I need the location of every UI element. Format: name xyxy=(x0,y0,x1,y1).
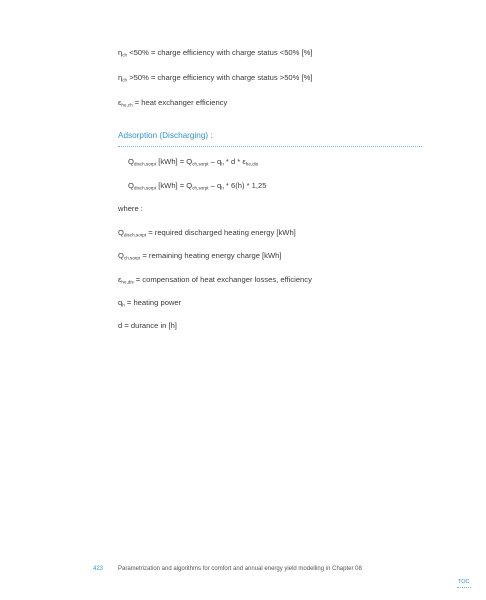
subscript: ch,sorpt xyxy=(192,185,209,191)
definition-text: = required discharged heating energy [kWh] xyxy=(146,228,296,237)
symbol: Q xyxy=(118,251,124,260)
definition-text: = durance in [h] xyxy=(122,321,177,330)
subscript: disch,sorpt xyxy=(133,185,157,191)
eta-charge-above-50 xyxy=(118,73,312,83)
formula-part: * 6(h) * 1,25 xyxy=(223,181,267,190)
subscript: disch,sorpt xyxy=(133,161,157,167)
formula-part: – q xyxy=(208,181,222,190)
definition-text: = compensation of heat exchanger losses, efficiency xyxy=(133,275,312,284)
definition-text: = heating power xyxy=(124,298,182,307)
subscript: ch xyxy=(122,52,128,58)
subscript: h xyxy=(122,302,125,308)
formula-part: Q xyxy=(128,157,134,166)
where-label: where : xyxy=(118,204,143,213)
symbol: ε xyxy=(118,275,122,284)
page-number: 423 xyxy=(93,566,104,572)
subscript: h xyxy=(221,161,224,167)
formula-part: Q xyxy=(128,181,134,190)
footer-caption: Parametrization and algorithms for comfort and annual energy yield modelling in Chapter 08 xyxy=(118,566,362,572)
formula-1 xyxy=(128,157,258,167)
definition-text: <50% = charge efficiency with charge status <50% [%] xyxy=(127,48,313,57)
definition-text: = remaining heating energy charge [kWh] xyxy=(140,251,282,260)
definition-text: >50% = charge efficiency with charge status >50% [%] xyxy=(127,73,313,82)
formula-part: [kWh] = Q xyxy=(156,181,193,190)
formula-part: * d * ε xyxy=(223,157,246,166)
formula-part: – q xyxy=(208,157,222,166)
heading-divider xyxy=(118,146,422,147)
symbol: ε xyxy=(118,98,122,107)
toc-underline xyxy=(457,587,471,588)
toc-link[interactable]: TOC xyxy=(458,579,470,585)
section-heading: Adsorption (Discharging) : xyxy=(118,131,213,140)
definition-durance xyxy=(118,321,177,330)
subscript: ch,sorpt xyxy=(192,161,209,167)
subscript: he,dis xyxy=(245,161,259,167)
definition-heating-power xyxy=(118,298,181,308)
symbol: η xyxy=(118,48,123,57)
subscript: ch xyxy=(122,77,128,83)
definition-remaining-charge xyxy=(118,251,281,261)
formula-2 xyxy=(128,181,266,191)
definition-text: = heat exchanger efficiency xyxy=(132,98,228,107)
subscript: he,ch xyxy=(121,102,133,108)
subscript: he,dis xyxy=(121,279,134,285)
definition-required-energy xyxy=(118,228,296,238)
eta-charge-below-50 xyxy=(118,48,312,58)
symbol: q xyxy=(118,298,123,307)
subscript: h xyxy=(221,185,224,191)
symbol: Q xyxy=(118,228,124,237)
subscript: ch,sorpt xyxy=(123,255,141,261)
symbol: d xyxy=(118,321,123,330)
definition-compensation xyxy=(118,275,312,285)
formula-part: [kWh] = Q xyxy=(156,157,193,166)
heat-exchanger-efficiency xyxy=(118,98,227,108)
subscript: disch,sorpt xyxy=(123,232,147,238)
symbol: η xyxy=(118,73,123,82)
